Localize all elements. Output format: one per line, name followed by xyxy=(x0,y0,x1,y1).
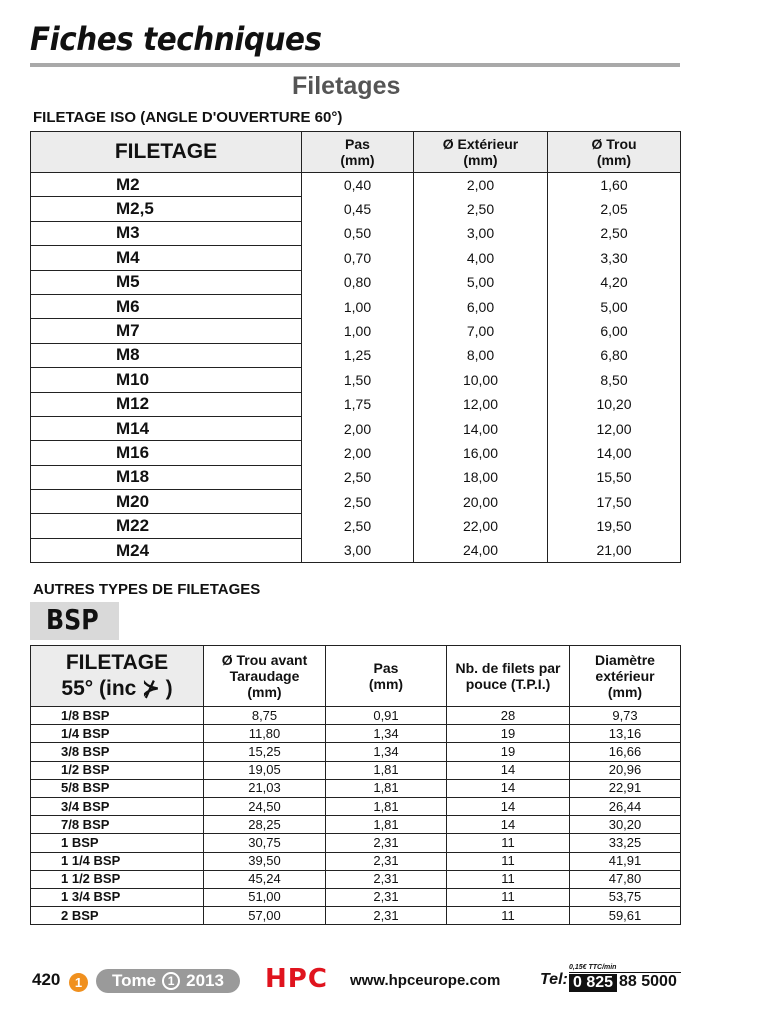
bsp-cell: 2,31 xyxy=(326,834,447,852)
iso-cell: M14 xyxy=(31,416,302,440)
bsp-thread-table xyxy=(30,645,681,925)
iso-cell: 1,25 xyxy=(302,343,414,367)
iso-cell: 1,75 xyxy=(302,392,414,416)
bsp-cell: 11 xyxy=(447,888,570,906)
iso-cell: 4,00 xyxy=(414,246,548,270)
iso-cell: 2,50 xyxy=(302,465,414,489)
iso-cell: 3,00 xyxy=(302,538,414,562)
tome-label: Tome xyxy=(112,971,157,990)
bsp-cell: 5/8 BSP xyxy=(31,779,204,797)
iso-cell: 0,50 xyxy=(302,221,414,245)
iso-row xyxy=(31,514,681,538)
iso-cell: M20 xyxy=(31,490,302,514)
iso-cell: 8,50 xyxy=(548,368,681,392)
bsp-cell: 1,34 xyxy=(326,743,447,761)
bsp-cell: 1,81 xyxy=(326,761,447,779)
iso-cell: 5,00 xyxy=(414,270,548,294)
iso-cell: 2,00 xyxy=(302,416,414,440)
iso-cell: 2,00 xyxy=(414,173,548,197)
tel-label: Tel: xyxy=(540,971,568,988)
bsp-cell: 1 3/4 BSP xyxy=(31,888,204,906)
bsp-cell: 3/4 BSP xyxy=(31,797,204,815)
iso-cell: 18,00 xyxy=(414,465,548,489)
iso-cell: M4 xyxy=(31,246,302,270)
bsp-cell: 51,00 xyxy=(204,888,326,906)
bsp-cell: 26,44 xyxy=(570,797,681,815)
bsp-cell: 59,61 xyxy=(570,907,681,925)
bsp-cell: 1,81 xyxy=(326,797,447,815)
bsp-row xyxy=(31,888,681,906)
iso-row xyxy=(31,465,681,489)
iso-cell: 19,50 xyxy=(548,514,681,538)
bsp-row xyxy=(31,852,681,870)
iso-cell: 2,50 xyxy=(414,197,548,221)
iso-cell: M2,5 xyxy=(31,197,302,221)
iso-row xyxy=(31,343,681,367)
bsp-col-pas: Pas (mm) xyxy=(326,646,447,707)
bsp-badge-label: BSP xyxy=(46,603,99,636)
iso-row xyxy=(31,490,681,514)
bsp-row xyxy=(31,743,681,761)
iso-cell: 4,20 xyxy=(548,270,681,294)
iso-row xyxy=(31,246,681,270)
section-title: Filetages xyxy=(292,72,401,100)
iso-cell: 22,00 xyxy=(414,514,548,538)
iso-cell: 2,00 xyxy=(302,441,414,465)
iso-cell: 15,50 xyxy=(548,465,681,489)
iso-cell: M18 xyxy=(31,465,302,489)
iso-row xyxy=(31,368,681,392)
iso-header-row xyxy=(31,132,681,173)
iso-cell: 3,30 xyxy=(548,246,681,270)
iso-cell: 14,00 xyxy=(548,441,681,465)
iso-row xyxy=(31,294,681,318)
bsp-cell: 53,75 xyxy=(570,888,681,906)
bsp-cell: 11,80 xyxy=(204,725,326,743)
bsp-row xyxy=(31,797,681,815)
bsp-cell: 1,81 xyxy=(326,816,447,834)
bsp-col-filetage: FILETAGE 55° (inc ⊁ ) xyxy=(31,646,204,707)
bsp-cell: 14 xyxy=(447,797,570,815)
bsp-cell: 57,00 xyxy=(204,907,326,925)
iso-cell: M24 xyxy=(31,538,302,562)
bsp-header-row xyxy=(31,646,681,707)
bsp-cell: 3/8 BSP xyxy=(31,743,204,761)
bsp-cell: 28,25 xyxy=(204,816,326,834)
bsp-row xyxy=(31,907,681,925)
bsp-cell: 1 BSP xyxy=(31,834,204,852)
bsp-cell: 24,50 xyxy=(204,797,326,815)
iso-cell: 3,00 xyxy=(414,221,548,245)
bsp-cell: 47,80 xyxy=(570,870,681,888)
bsp-row xyxy=(31,761,681,779)
iso-cell: M12 xyxy=(31,392,302,416)
bsp-cell: 2,31 xyxy=(326,907,447,925)
bsp-row xyxy=(31,870,681,888)
bsp-cell: 2,31 xyxy=(326,870,447,888)
iso-row xyxy=(31,441,681,465)
bsp-cell: 1,81 xyxy=(326,779,447,797)
bsp-cell: 8,75 xyxy=(204,707,326,725)
page-number: 420 xyxy=(32,970,61,989)
bsp-cell: 1 1/2 BSP xyxy=(31,870,204,888)
iso-cell: 1,60 xyxy=(548,173,681,197)
iso-cell: 1,00 xyxy=(302,294,414,318)
bsp-row xyxy=(31,816,681,834)
iso-cell: 16,00 xyxy=(414,441,548,465)
bsp-cell: 11 xyxy=(447,834,570,852)
bsp-cell: 2,31 xyxy=(326,888,447,906)
iso-col-filetage: FILETAGE xyxy=(31,132,302,173)
tome-volume: 1 xyxy=(162,972,180,990)
bsp-cell: 45,24 xyxy=(204,870,326,888)
bsp-col-trou: Ø Trou avant Taraudage (mm) xyxy=(204,646,326,707)
bsp-cell: 1/4 BSP xyxy=(31,725,204,743)
iso-cell: 0,40 xyxy=(302,173,414,197)
iso-cell: 0,80 xyxy=(302,270,414,294)
iso-cell: M3 xyxy=(31,221,302,245)
iso-row xyxy=(31,197,681,221)
iso-cell: 0,70 xyxy=(302,246,414,270)
iso-cell: 2,50 xyxy=(302,490,414,514)
bsp-cell: 0,91 xyxy=(326,707,447,725)
iso-cell: 1,50 xyxy=(302,368,414,392)
bsp-cell: 2 BSP xyxy=(31,907,204,925)
bsp-cell: 22,91 xyxy=(570,779,681,797)
bsp-cell: 2,31 xyxy=(326,852,447,870)
bsp-cell: 15,25 xyxy=(204,743,326,761)
bsp-col-tpi: Nb. de filets par pouce (T.P.I.) xyxy=(447,646,570,707)
bsp-cell: 13,16 xyxy=(570,725,681,743)
iso-row xyxy=(31,270,681,294)
iso-row xyxy=(31,416,681,440)
iso-cell: M8 xyxy=(31,343,302,367)
iso-cell: 17,50 xyxy=(548,490,681,514)
bsp-cell: 33,25 xyxy=(570,834,681,852)
bsp-row xyxy=(31,779,681,797)
bsp-cell: 11 xyxy=(447,852,570,870)
tel-number: 88 5000 xyxy=(619,973,677,990)
page-title: Fiches techniques xyxy=(30,20,322,58)
iso-heading: FILETAGE ISO (ANGLE D'OUVERTURE 60°) xyxy=(33,109,343,126)
iso-col-trou: Ø Trou (mm) xyxy=(548,132,681,173)
iso-cell: 24,00 xyxy=(414,538,548,562)
bsp-cell: 19 xyxy=(447,743,570,761)
bsp-cell: 11 xyxy=(447,907,570,925)
iso-cell: 20,00 xyxy=(414,490,548,514)
iso-cell: M10 xyxy=(31,368,302,392)
iso-row xyxy=(31,221,681,245)
chapter-circle-badge: 1 xyxy=(69,973,88,992)
iso-row xyxy=(31,173,681,197)
iso-cell: 10,00 xyxy=(414,368,548,392)
iso-cell: 2,50 xyxy=(548,221,681,245)
iso-cell: M22 xyxy=(31,514,302,538)
iso-row xyxy=(31,538,681,562)
iso-cell: 1,00 xyxy=(302,319,414,343)
iso-cell: 6,80 xyxy=(548,343,681,367)
bsp-cell: 16,66 xyxy=(570,743,681,761)
bsp-cell: 1,34 xyxy=(326,725,447,743)
iso-cell: 14,00 xyxy=(414,416,548,440)
iso-cell: 12,00 xyxy=(414,392,548,416)
bsp-cell: 14 xyxy=(447,779,570,797)
bsp-cell: 7/8 BSP xyxy=(31,816,204,834)
bsp-cell: 11 xyxy=(447,870,570,888)
iso-cell: 6,00 xyxy=(548,319,681,343)
bsp-cell: 9,73 xyxy=(570,707,681,725)
bsp-cell: 1 1/4 BSP xyxy=(31,852,204,870)
bsp-cell: 1/2 BSP xyxy=(31,761,204,779)
bsp-cell: 41,91 xyxy=(570,852,681,870)
iso-cell: 2,05 xyxy=(548,197,681,221)
bsp-cell: 1/8 BSP xyxy=(31,707,204,725)
iso-cell: 0,45 xyxy=(302,197,414,221)
other-threads-heading: AUTRES TYPES DE FILETAGES xyxy=(33,581,261,598)
bsp-cell: 20,96 xyxy=(570,761,681,779)
tel-price: 0,15€ TTC/min xyxy=(569,964,617,971)
iso-cell: M2 xyxy=(31,173,302,197)
iso-thread-table xyxy=(30,131,681,563)
tome-pill xyxy=(96,969,240,993)
iso-col-exterieur: Ø Extérieur (mm) xyxy=(414,132,548,173)
bsp-cell: 28 xyxy=(447,707,570,725)
bsp-row xyxy=(31,725,681,743)
iso-cell: M7 xyxy=(31,319,302,343)
brand-logo: HPC xyxy=(265,964,328,994)
bsp-cell: 19 xyxy=(447,725,570,743)
iso-cell: 7,00 xyxy=(414,319,548,343)
bsp-cell: 39,50 xyxy=(204,852,326,870)
bsp-cell: 30,75 xyxy=(204,834,326,852)
tel-prefix-box: 0 825 xyxy=(569,974,617,992)
iso-cell: M6 xyxy=(31,294,302,318)
iso-cell: 5,00 xyxy=(548,294,681,318)
bsp-col-diametre: Diamètre extérieur (mm) xyxy=(570,646,681,707)
tome-year: 2013 xyxy=(186,971,224,990)
iso-cell: 6,00 xyxy=(414,294,548,318)
iso-col-pas: Pas (mm) xyxy=(302,132,414,173)
bsp-cell: 30,20 xyxy=(570,816,681,834)
bsp-row xyxy=(31,834,681,852)
iso-cell: 21,00 xyxy=(548,538,681,562)
iso-cell: 10,20 xyxy=(548,392,681,416)
iso-row xyxy=(31,319,681,343)
bsp-badge xyxy=(30,602,119,640)
iso-cell: 2,50 xyxy=(302,514,414,538)
bsp-cell: 19,05 xyxy=(204,761,326,779)
iso-cell: M5 xyxy=(31,270,302,294)
bsp-cell: 14 xyxy=(447,816,570,834)
iso-cell: 8,00 xyxy=(414,343,548,367)
bsp-cell: 21,03 xyxy=(204,779,326,797)
bsp-cell: 14 xyxy=(447,761,570,779)
bsp-row xyxy=(31,707,681,725)
website-link[interactable]: www.hpceurope.com xyxy=(350,972,501,989)
iso-cell: 12,00 xyxy=(548,416,681,440)
iso-cell: M16 xyxy=(31,441,302,465)
title-rule xyxy=(30,63,680,67)
iso-row xyxy=(31,392,681,416)
